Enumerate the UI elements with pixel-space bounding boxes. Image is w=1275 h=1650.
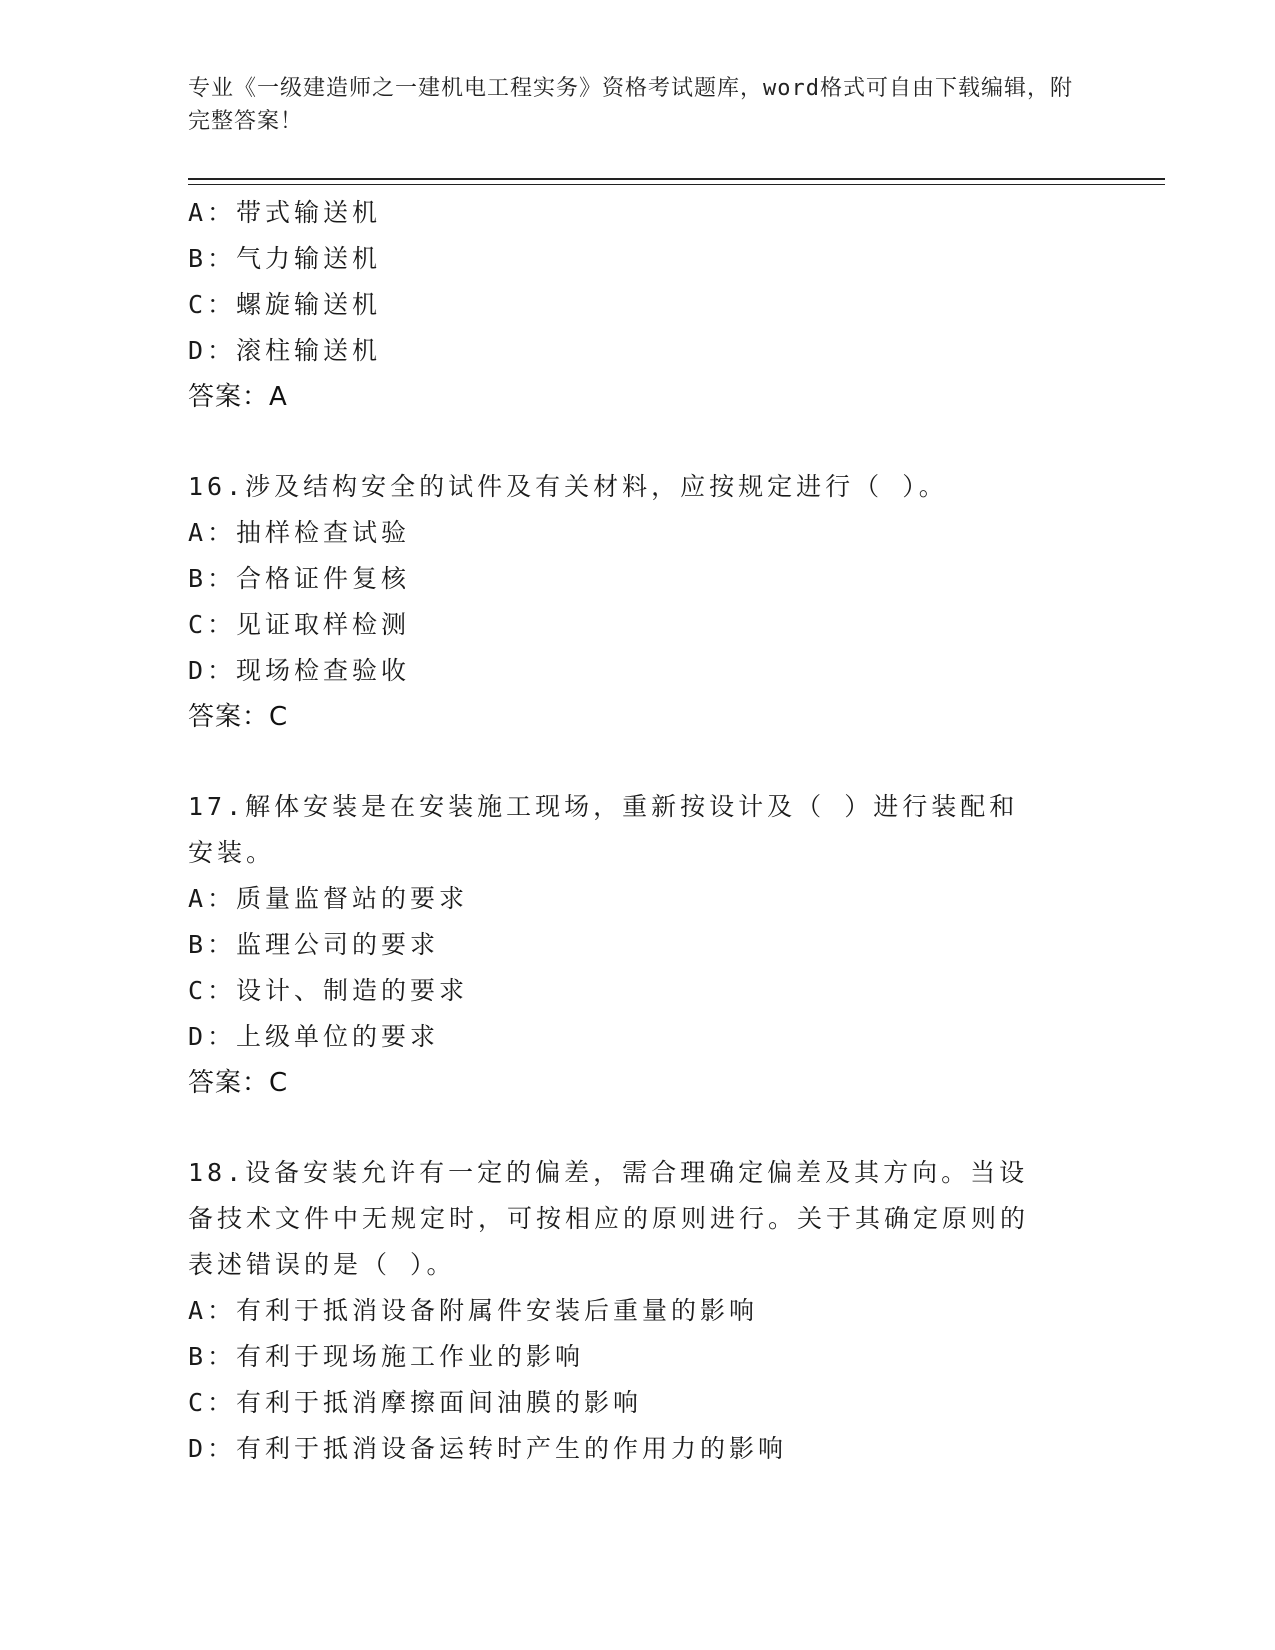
spacer	[188, 420, 1088, 464]
question-list	[188, 190, 1088, 1472]
option-c: C：见证取样检测	[188, 610, 411, 639]
answer-line: 答案：C	[188, 702, 289, 732]
option-a: A：带式输送机	[188, 198, 382, 227]
option-d: D：滚柱输送机	[188, 336, 382, 365]
question-block-18	[188, 1150, 1088, 1472]
question-block-17	[188, 784, 1088, 1106]
header-rule-thin	[188, 184, 1165, 185]
spacer	[188, 740, 1088, 784]
answer-line: 答案：C	[188, 1068, 289, 1098]
option-d: D：有利于抵消设备运转时产生的作用力的影响	[188, 1434, 788, 1463]
question-block-16	[188, 464, 1088, 740]
option-a: A：抽样检查试验	[188, 518, 411, 547]
option-c: C：有利于抵消摩擦面间油膜的影响	[188, 1388, 643, 1417]
option-d: D：上级单位的要求	[188, 1022, 440, 1051]
header-rule-thick	[188, 178, 1165, 180]
option-a: A：有利于抵消设备附属件安装后重量的影响	[188, 1296, 759, 1325]
option-c: C：设计、制造的要求	[188, 976, 469, 1005]
option-c: C：螺旋输送机	[188, 290, 382, 319]
option-d: D：现场检查验收	[188, 656, 411, 685]
option-b: B：有利于现场施工作业的影响	[188, 1342, 585, 1371]
document-header: 专业《一级建造师之一建机电工程实务》资格考试题库，word格式可自由下载编辑，附完整答案！	[188, 76, 1073, 134]
spacer	[188, 1106, 1088, 1150]
option-b: B：合格证件复核	[188, 564, 411, 593]
option-b: B：气力输送机	[188, 244, 382, 273]
option-a: A：质量监督站的要求	[188, 884, 469, 913]
answer-line: 答案：A	[188, 382, 288, 412]
question-block-15	[188, 190, 1088, 420]
question-stem: 17.解体安装是在安装施工现场，重新按设计及（ ）进行装配和安装。	[188, 792, 1019, 867]
question-stem: 18.设备安装允许有一定的偏差，需合理确定偏差及其方向。当设备技术文件中无规定时，可按相应的原则进行。关于其确定原则的表述错误的是（ ）。	[188, 1158, 1030, 1279]
question-stem: 16.涉及结构安全的试件及有关材料，应按规定进行（ ）。	[188, 472, 948, 501]
option-b: B：监理公司的要求	[188, 930, 440, 959]
